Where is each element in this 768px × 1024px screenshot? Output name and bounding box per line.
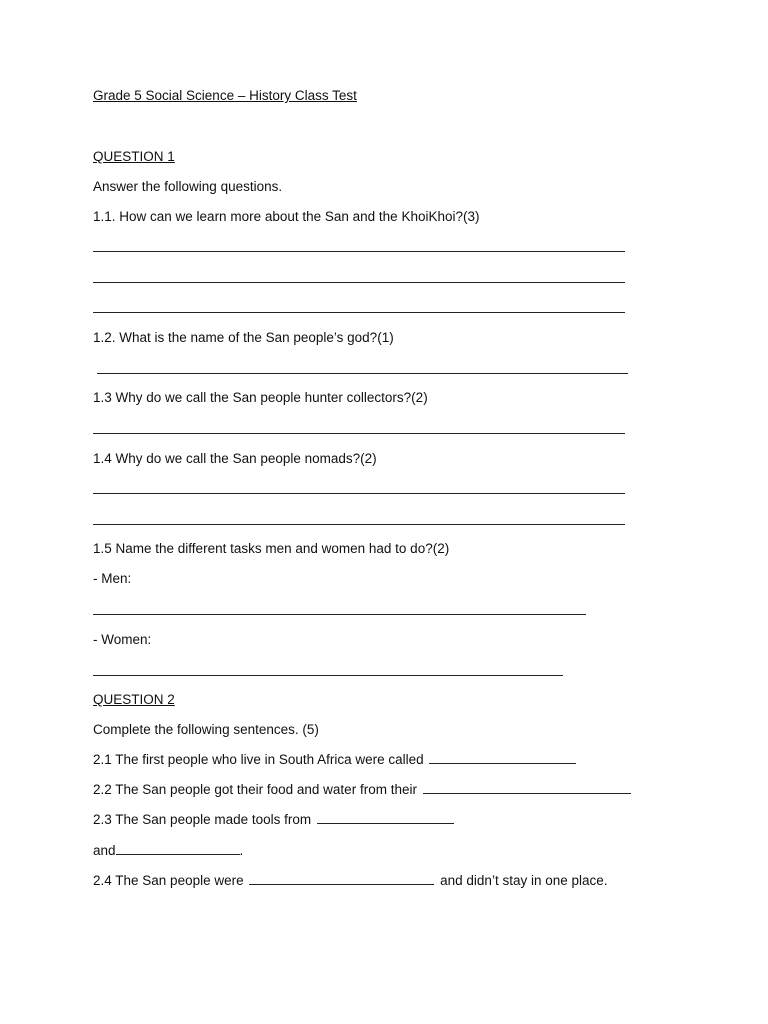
answer-line-1-4-b[interactable] [93,524,625,525]
question-2-3-continued [93,842,243,860]
answer-line-1-1-c[interactable] [93,312,625,313]
question-2-4-end: and didn’t stay in one place. [440,873,608,888]
men-label: - Men: [93,571,132,586]
question-2-instruction: Complete the following sentences. (5) [93,722,319,737]
answer-line-men[interactable] [93,614,586,615]
answer-line-1-4-a[interactable] [93,493,625,494]
question-1-1: 1.1. How can we learn more about the San and the KhoiKhoi?(3) [93,209,480,224]
question-1-instruction: Answer the following questions. [93,179,283,194]
question-2-2-text: 2.2 The San people got their food and water from their [93,782,417,797]
women-label: - Women: [93,632,152,647]
question-2-3-and: and [93,843,116,858]
fill-blank-2-2[interactable] [423,781,631,794]
question-2-3-text: 2.3 The San people made tools from [93,812,312,827]
question-2-3-period: . [239,843,244,858]
answer-line-1-2[interactable] [97,373,628,374]
question-1-4: 1.4 Why do we call the San people nomads?(2) [93,451,377,466]
answer-line-1-3[interactable] [93,433,625,434]
question-2-3 [93,811,454,829]
answer-line-women[interactable] [93,675,563,676]
question-1-5: 1.5 Name the different tasks men and women had to do?(2) [93,541,450,556]
question-2-2 [93,781,631,799]
test-title: Grade 5 Social Science – History Class Test [93,88,357,103]
question-1-heading: QUESTION 1 [93,149,175,164]
fill-blank-2-1[interactable] [429,751,576,764]
fill-blank-2-4[interactable] [249,872,434,885]
answer-line-1-1-b[interactable] [93,282,625,283]
fill-blank-2-3-b[interactable] [116,842,240,855]
question-2-1 [93,751,576,769]
question-1-3: 1.3 Why do we call the San people hunter collectors?(2) [93,390,428,405]
answer-line-1-1-a[interactable] [93,251,625,252]
fill-blank-2-3-a[interactable] [317,811,454,824]
question-2-heading: QUESTION 2 [93,692,175,707]
question-2-4 [93,872,608,890]
question-1-2: 1.2. What is the name of the San people’s god?(1) [93,330,394,345]
question-2-4-start: 2.4 The San people were [93,873,244,888]
question-2-1-text: 2.1 The first people who live in South Africa were called [93,752,424,767]
